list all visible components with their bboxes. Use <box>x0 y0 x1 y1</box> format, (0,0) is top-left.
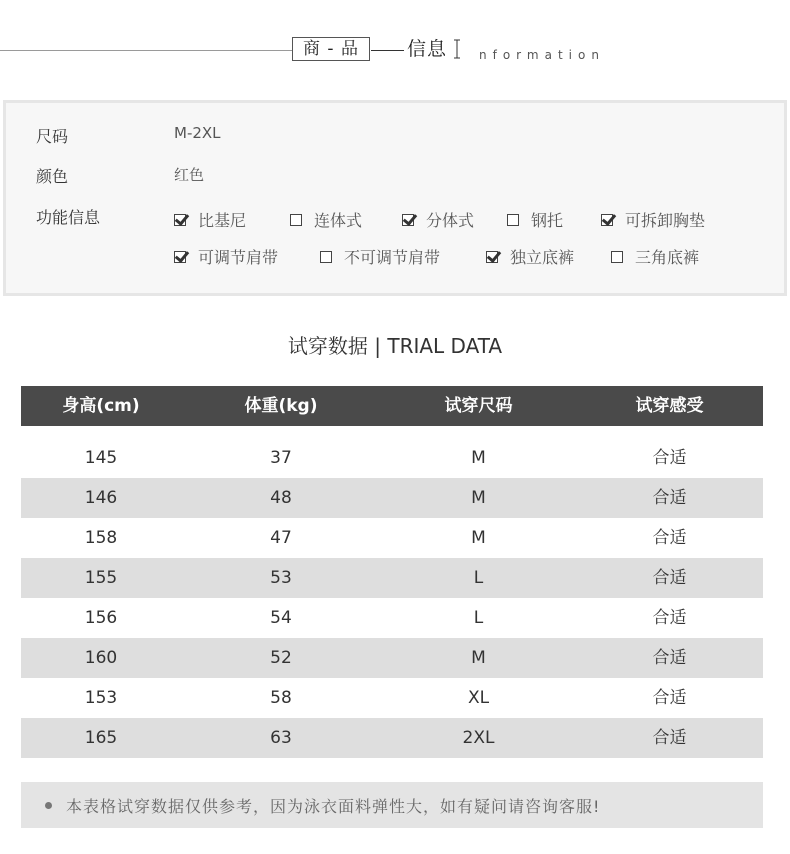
color-label: 颜色 <box>36 167 69 186</box>
cell-height: 153 <box>84 688 118 708</box>
cell-feeling: 合适 <box>652 688 687 708</box>
feature-label: 功能信息 <box>36 208 101 227</box>
cell-weight: 47 <box>270 528 292 548</box>
header-title: 信息 <box>407 38 448 60</box>
feature-item <box>320 245 440 268</box>
cell-height: 158 <box>84 528 118 548</box>
unchecked-checkbox-icon <box>290 214 302 226</box>
cell-weight: 48 <box>270 488 292 508</box>
feature-item <box>402 208 474 231</box>
checked-checkbox-icon <box>174 214 186 226</box>
cell-height: 146 <box>84 488 118 508</box>
cell-size: M <box>471 488 486 508</box>
table-row <box>21 478 763 518</box>
cell-size: M <box>471 528 486 548</box>
cell-size: L <box>473 568 484 588</box>
cell-weight: 58 <box>270 688 292 708</box>
unchecked-checkbox-icon <box>507 214 519 226</box>
table-row <box>21 438 763 478</box>
cell-weight: 52 <box>270 648 292 668</box>
feature-label-text: 连体式 <box>314 211 363 230</box>
note-text: 本表格试穿数据仅供参考，因为泳衣面料弹性大，如有疑问请咨询客服! <box>66 796 601 816</box>
header-dash <box>371 50 404 51</box>
checked-checkbox-icon <box>402 214 414 226</box>
cell-weight: 63 <box>270 728 292 748</box>
header-boxed-title: 商 - 品 <box>292 37 370 61</box>
cell-size: L <box>473 608 484 628</box>
cell-weight: 54 <box>270 608 292 628</box>
header-subtitle: nformation <box>479 48 605 62</box>
cell-feeling: 合适 <box>652 648 687 668</box>
color-value: 红色 <box>174 166 205 184</box>
cell-feeling: 合适 <box>652 448 687 468</box>
cell-size: XL <box>467 688 490 708</box>
cell-height: 165 <box>84 728 118 748</box>
cell-weight: 37 <box>270 448 292 468</box>
feature-item <box>601 208 705 231</box>
text-cursor-icon <box>453 39 461 59</box>
size-value: M-2XL <box>174 124 221 142</box>
unchecked-checkbox-icon <box>611 251 623 263</box>
note-bar <box>21 782 763 828</box>
trial-data-table <box>21 386 763 758</box>
cell-size: 2XL <box>462 728 495 748</box>
table-body <box>21 438 763 758</box>
checked-checkbox-icon <box>174 251 186 263</box>
feature-label-text: 不可调节肩带 <box>344 248 441 267</box>
trial-data-title: 试穿数据 | TRIAL DATA <box>287 334 503 358</box>
feature-label-text: 钢托 <box>531 211 564 230</box>
table-row <box>21 638 763 678</box>
feature-item <box>174 208 246 231</box>
feature-label-text: 独立底裤 <box>510 248 575 267</box>
table-header <box>21 386 763 426</box>
cell-feeling: 合适 <box>652 568 687 588</box>
cell-size: M <box>471 648 486 668</box>
cell-weight: 53 <box>270 568 292 588</box>
header-feeling: 试穿感受 <box>635 396 704 416</box>
checked-checkbox-icon <box>486 251 498 263</box>
cell-feeling: 合适 <box>652 728 687 748</box>
bullet-icon <box>45 802 52 809</box>
feature-label-text: 比基尼 <box>198 211 247 230</box>
cell-feeling: 合适 <box>652 608 687 628</box>
table-row <box>21 598 763 638</box>
feature-item <box>486 245 574 268</box>
cell-height: 155 <box>84 568 118 588</box>
table-row <box>21 678 763 718</box>
size-label: 尺码 <box>36 127 69 146</box>
header-weight: 体重(kg) <box>244 396 318 416</box>
header-left-rule <box>0 50 292 51</box>
cell-feeling: 合适 <box>652 528 687 548</box>
feature-item <box>290 208 362 231</box>
table-row <box>21 518 763 558</box>
header-height: 身高(cm) <box>62 396 140 416</box>
feature-item <box>507 208 563 231</box>
feature-label-text: 三角底裤 <box>635 248 700 267</box>
checked-checkbox-icon <box>601 214 613 226</box>
cell-feeling: 合适 <box>652 488 687 508</box>
table-row <box>21 718 763 758</box>
header-size: 试穿尺码 <box>444 396 513 416</box>
unchecked-checkbox-icon <box>320 251 332 263</box>
feature-item <box>174 245 278 268</box>
table-row <box>21 558 763 598</box>
cell-height: 160 <box>84 648 118 668</box>
feature-label-text: 分体式 <box>426 211 475 230</box>
feature-label-text: 可拆卸胸垫 <box>625 211 706 230</box>
product-info-panel <box>3 100 787 296</box>
cell-height: 156 <box>84 608 118 628</box>
feature-item <box>611 245 699 268</box>
cell-height: 145 <box>84 448 118 468</box>
feature-label-text: 可调节肩带 <box>198 248 279 267</box>
cell-size: M <box>471 448 486 468</box>
